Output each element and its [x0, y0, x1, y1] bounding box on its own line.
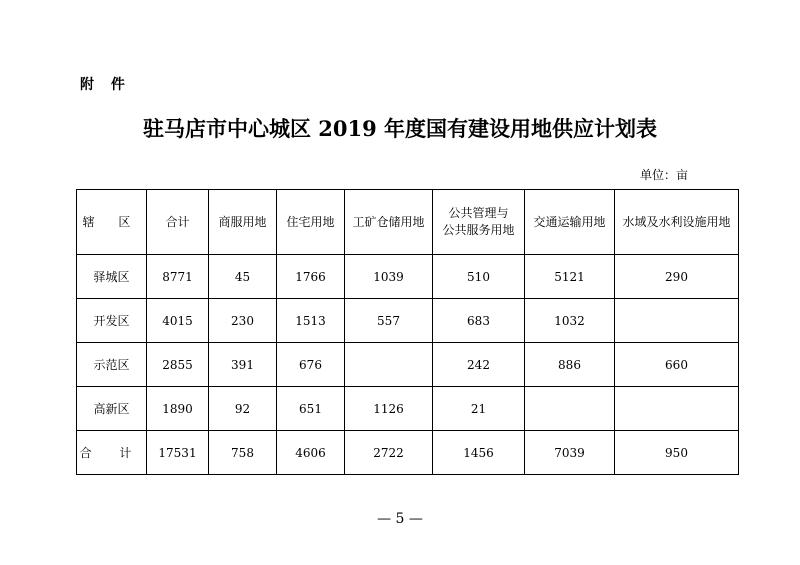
cell-industrial: 2722 — [345, 431, 433, 475]
cell-water: 290 — [615, 255, 739, 299]
cell-district: 高新区 — [77, 387, 147, 431]
cell-commercial: 391 — [209, 343, 277, 387]
table-row — [77, 255, 739, 299]
page-number: — 5 — — [377, 511, 423, 527]
cell-public: 21 — [433, 387, 525, 431]
header-public-line2: 公共服务用地 — [442, 223, 515, 237]
cell-residential: 1513 — [277, 299, 345, 343]
cell-transport: 7039 — [525, 431, 615, 475]
cell-water: 950 — [615, 431, 739, 475]
table-row — [77, 387, 739, 431]
header-public — [433, 190, 525, 255]
header-water: 水域及水利设施用地 — [615, 190, 739, 255]
cell-public: 510 — [433, 255, 525, 299]
cell-total: 2855 — [147, 343, 209, 387]
cell-water — [615, 387, 739, 431]
cell-transport: 5121 — [525, 255, 615, 299]
header-transport: 交通运输用地 — [525, 190, 615, 255]
cell-transport: 886 — [525, 343, 615, 387]
header-commercial: 商服用地 — [209, 190, 277, 255]
cell-district: 示范区 — [77, 343, 147, 387]
cell-transport: 1032 — [525, 299, 615, 343]
cell-industrial: 1039 — [345, 255, 433, 299]
cell-district-total: 合 计 — [77, 431, 147, 475]
header-district: 辖 区 — [77, 190, 147, 255]
table-row — [77, 343, 739, 387]
cell-residential: 1766 — [277, 255, 345, 299]
cell-industrial: 1126 — [345, 387, 433, 431]
header-industrial: 工矿仓储用地 — [345, 190, 433, 255]
header-total: 合计 — [147, 190, 209, 255]
cell-industrial: 557 — [345, 299, 433, 343]
attachment-label: 附 件 — [80, 77, 131, 93]
cell-industrial — [345, 343, 433, 387]
land-supply-table — [76, 189, 739, 475]
cell-public: 1456 — [433, 431, 525, 475]
table-total-row — [77, 431, 739, 475]
header-residential: 住宅用地 — [277, 190, 345, 255]
cell-water: 660 — [615, 343, 739, 387]
cell-transport — [525, 387, 615, 431]
cell-public: 683 — [433, 299, 525, 343]
cell-commercial: 45 — [209, 255, 277, 299]
table-header-row — [77, 190, 739, 255]
cell-district: 驿城区 — [77, 255, 147, 299]
cell-total: 8771 — [147, 255, 209, 299]
cell-total: 1890 — [147, 387, 209, 431]
cell-total: 4015 — [147, 299, 209, 343]
document-title: 驻马店市中心城区 2019 年度国有建设用地供应计划表 — [142, 116, 658, 141]
cell-commercial: 758 — [209, 431, 277, 475]
cell-public: 242 — [433, 343, 525, 387]
cell-water — [615, 299, 739, 343]
cell-commercial: 230 — [209, 299, 277, 343]
cell-commercial: 92 — [209, 387, 277, 431]
cell-total: 17531 — [147, 431, 209, 475]
header-public-line1: 公共管理与 — [448, 206, 509, 220]
unit-label: 单位：亩 — [639, 168, 688, 182]
cell-residential: 676 — [277, 343, 345, 387]
cell-residential: 651 — [277, 387, 345, 431]
cell-residential: 4606 — [277, 431, 345, 475]
cell-district: 开发区 — [77, 299, 147, 343]
table-row — [77, 299, 739, 343]
